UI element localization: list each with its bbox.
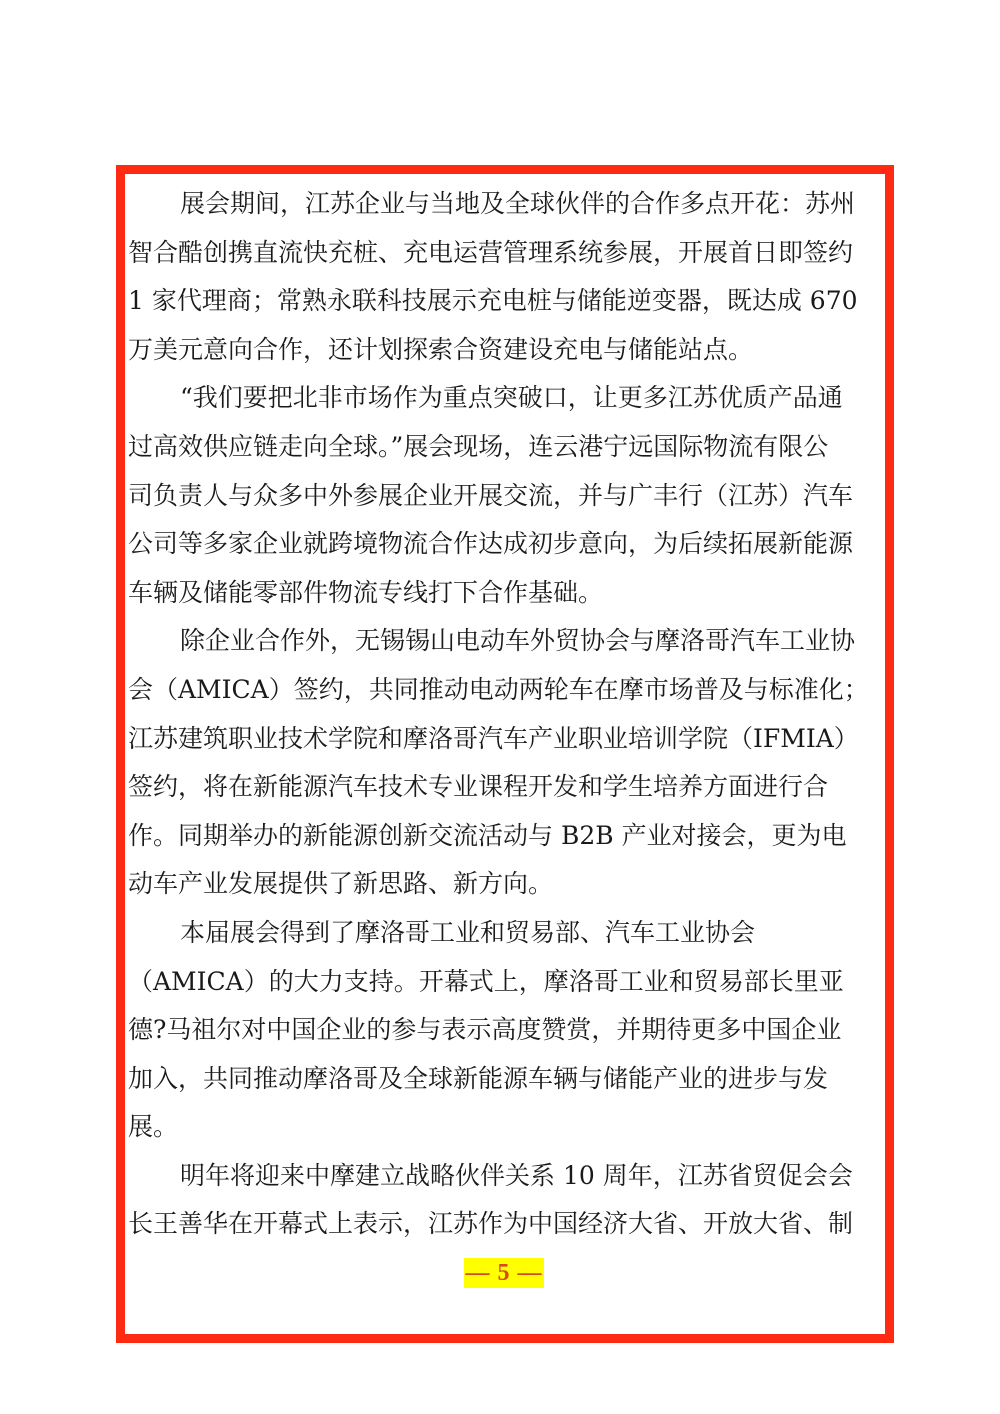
page-number: — 5 — [465,1260,543,1286]
text-line: 展。 [128,1112,179,1142]
text-line: 签约，将在新能源汽车技术专业课程开发和学生培养方面进行合 [128,772,829,802]
text-line: 长王善华在开幕式上表示，江苏作为中国经济大省、开放大省、制 [128,1209,854,1239]
text-line: 加入，共同推动摩洛哥及全球新能源车辆与储能产业的进步与发 [128,1063,829,1093]
paragraph-4 [128,909,872,1152]
text-line: 1 家代理商；常熟永联科技展示充电桩与储能逆变器，既达成 670 [128,286,858,316]
text-line: 司负责人与众多中外参展企业开展交流，并与广丰行（江苏）汽车 [128,480,854,510]
text-line: （AMICA）的大力支持。开幕式上，摩洛哥工业和贸易部长里亚 [128,966,844,996]
text-line: 万美元意向合作，还计划探索合资建设充电与储能站点。 [128,334,754,364]
text-line: 德?马祖尔对中国企业的参与表示高度赞赏，并期待更多中国企业 [128,1015,842,1045]
text-line: 会（AMICA）签约，共同推动电动两轮车在摩市场普及与标准化； [128,674,869,704]
text-line: 江苏建筑职业技术学院和摩洛哥汽车产业职业培训学院（IFMIA） [128,723,859,753]
text-line: 作。同期举办的新能源创新交流活动与 B2B 产业对接会，更为电 [128,820,847,850]
text-line: 展会期间，江苏企业与当地及全球伙伴的合作多点开花：苏州 [180,189,856,218]
text-line: 动车产业发展提供了新思路、新方向。 [128,869,554,899]
text-line: “我们要把北非市场作为重点突破口，让更多江苏优质产品通 [180,383,843,413]
paragraph-1 [128,180,872,374]
paragraph-2 [128,374,872,617]
text-line: 车辆及储能零部件物流专线打下合作基础。 [128,577,604,607]
text-line: 本届展会得到了摩洛哥工业和贸易部、汽车工业协会 [180,917,756,947]
paragraph-3 [128,617,872,909]
text-line: 智合酷创携直流快充桩、充电运营管理系统参展，开展首日即签约 [128,237,854,267]
text-line: 公司等多家企业就跨境物流合作达成初步意向，为后续拓展新能源 [128,529,854,559]
text-line: 明年将迎来中摩建立战略伙伴关系 10 周年，江苏省贸促会会 [180,1160,853,1190]
text-line: 除企业合作外，无锡锡山电动车外贸协会与摩洛哥汽车工业协 [180,626,856,656]
text-line: 过高效供应链走向全球。”展会现场，连云港宁远国际物流有限公 [128,431,829,461]
paragraph-5 [128,1152,872,1249]
document-body [128,180,872,1249]
